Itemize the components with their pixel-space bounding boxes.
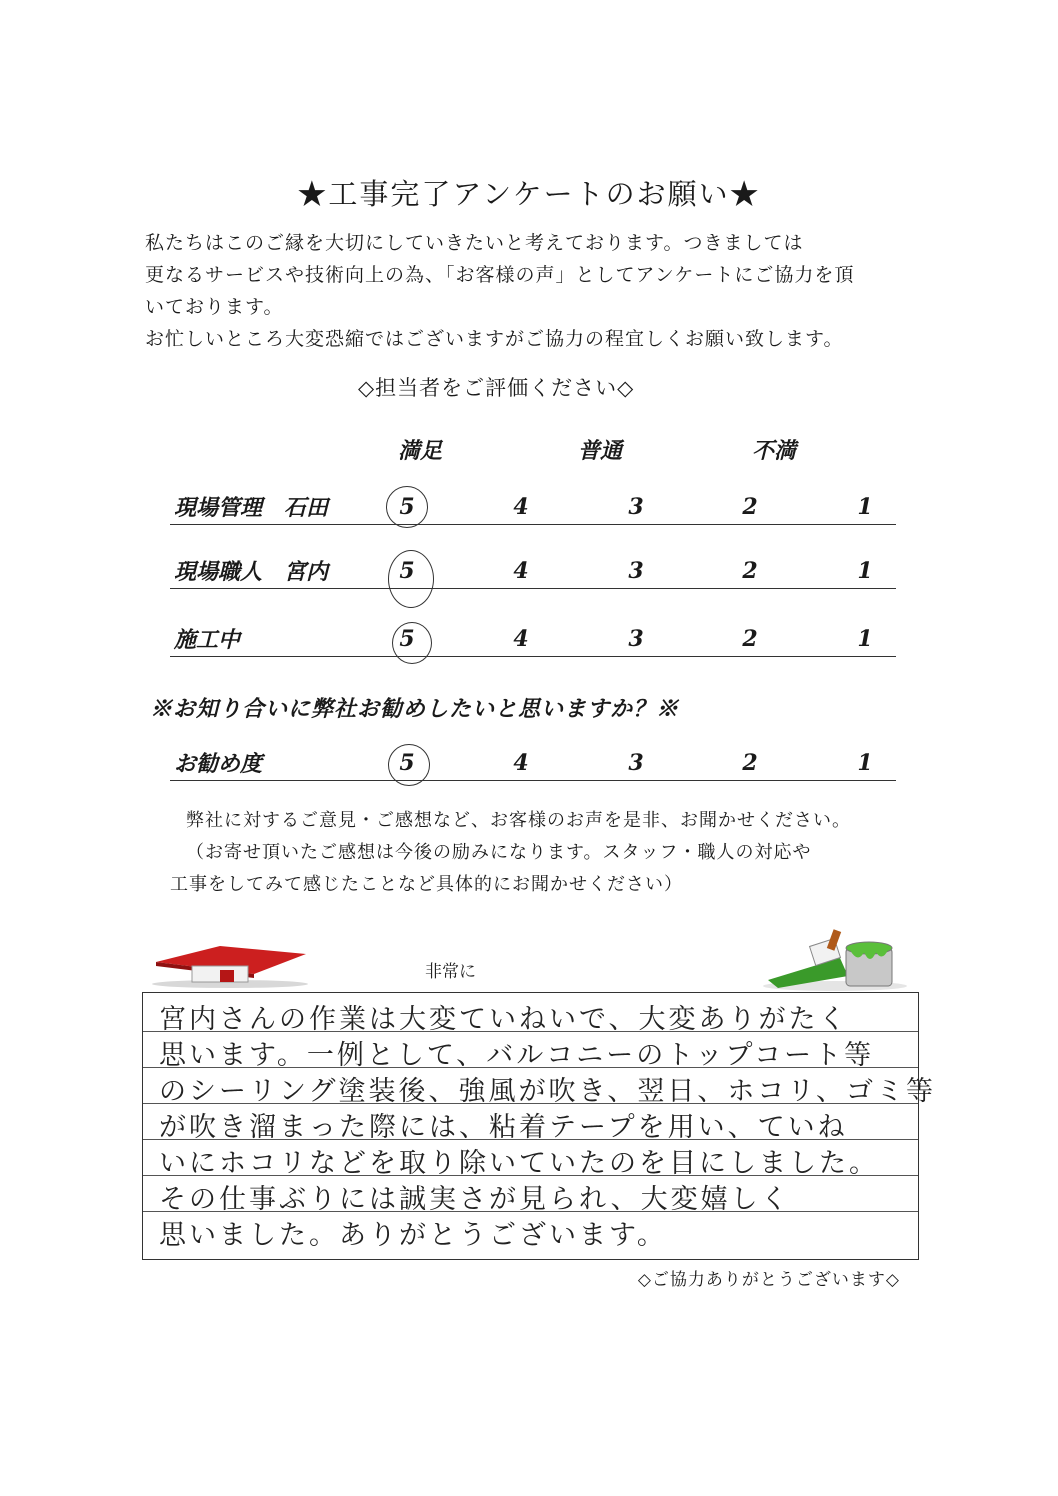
score-3[interactable]: 3 [628, 626, 644, 652]
house-icon [150, 940, 310, 990]
score-4[interactable]: 4 [513, 494, 529, 520]
row-label: お勧め度 [174, 751, 263, 777]
scale-label-satisfied: 満足 [398, 438, 443, 464]
score-1[interactable]: 1 [857, 494, 873, 520]
score-4[interactable]: 4 [513, 750, 529, 776]
comment-line-2: 思います。一例として、バルコニーのトップコート等 [159, 1040, 875, 1071]
intro-line-1: 私たちはこのご縁を大切にしていきたいと考えております。つきましては [145, 232, 804, 254]
rating-heading: ◇担当者をご評価ください◇ [358, 376, 635, 400]
comment-request-2: （お寄せ頂いたご感想は今後の励みになります。スタッフ・職人の対応や [186, 842, 812, 863]
score-1[interactable]: 1 [857, 750, 873, 776]
score-2[interactable]: 2 [742, 626, 758, 652]
rating-row-craftsman [170, 548, 896, 589]
score-5[interactable]: 5 [399, 558, 415, 584]
score-2[interactable]: 2 [742, 750, 758, 776]
paint-bucket-icon [760, 928, 910, 992]
scale-label-dissatisfied: 不満 [752, 438, 797, 464]
intro-line-3: いております。 [145, 296, 284, 318]
score-5[interactable]: 5 [399, 750, 415, 776]
closing-thanks: ◇ご協力ありがとうございます◇ [637, 1270, 900, 1290]
score-5[interactable]: 5 [399, 494, 415, 520]
score-5[interactable]: 5 [399, 626, 415, 652]
comment-line-4: が吹き溜まった際には、粘着テープを用い、ていね [159, 1112, 848, 1143]
page-title: ★工事完了アンケートのお願い★ [297, 177, 761, 211]
row-label: 施工中 [174, 627, 241, 653]
score-1[interactable]: 1 [857, 558, 873, 584]
score-4[interactable]: 4 [513, 626, 529, 652]
score-3[interactable]: 3 [628, 558, 644, 584]
comment-request-3: 工事をしてみて感じたことなど具体的にお聞かせください） [170, 874, 683, 895]
intro-line-2: 更なるサービスや技術向上の為、「お客様の声」としてアンケートにご協力を頂 [145, 264, 855, 286]
score-4[interactable]: 4 [513, 558, 529, 584]
comment-line-5: いにホコリなどを取り除いていたのを目にしました。 [159, 1148, 879, 1179]
score-3[interactable]: 3 [628, 494, 644, 520]
recommend-question: ※お知り合いに弊社お勧めしたいと思いますか？※ [150, 696, 680, 722]
comment-line-3: のシーリング塗装後、強風が吹き、翌日、ホコリ、ゴミ等 [159, 1076, 937, 1107]
row-label: 現場管理 石田 [174, 495, 329, 521]
row-label: 現場職人 宮内 [174, 559, 329, 585]
comment-line-6: その仕事ぶりには誠実さが見られ、大変嬉しく [159, 1184, 791, 1215]
score-3[interactable]: 3 [628, 750, 644, 776]
rating-row-site-manager [170, 484, 896, 525]
rating-row-during-construction [170, 616, 896, 657]
comment-line-7: 思いました。ありがとうございます。 [159, 1220, 667, 1251]
handwritten-insert: 非常に [425, 962, 476, 982]
comment-box [142, 992, 937, 1260]
rating-row-recommend [170, 740, 896, 781]
score-1[interactable]: 1 [857, 626, 873, 652]
score-2[interactable]: 2 [742, 494, 758, 520]
scale-label-normal: 普通 [578, 438, 623, 464]
intro-line-4: お忙しいところ大変恐縮ではございますがご協力の程宜しくお願い致します。 [145, 328, 844, 350]
score-2[interactable]: 2 [742, 558, 758, 584]
comment-request-1: 弊社に対するご意見・ご感想など、お客様のお声を是非、お聞かせください。 [186, 810, 851, 831]
comment-line-1: 宮内さんの作業は大変ていねいで、大変ありがたく [159, 1004, 849, 1035]
